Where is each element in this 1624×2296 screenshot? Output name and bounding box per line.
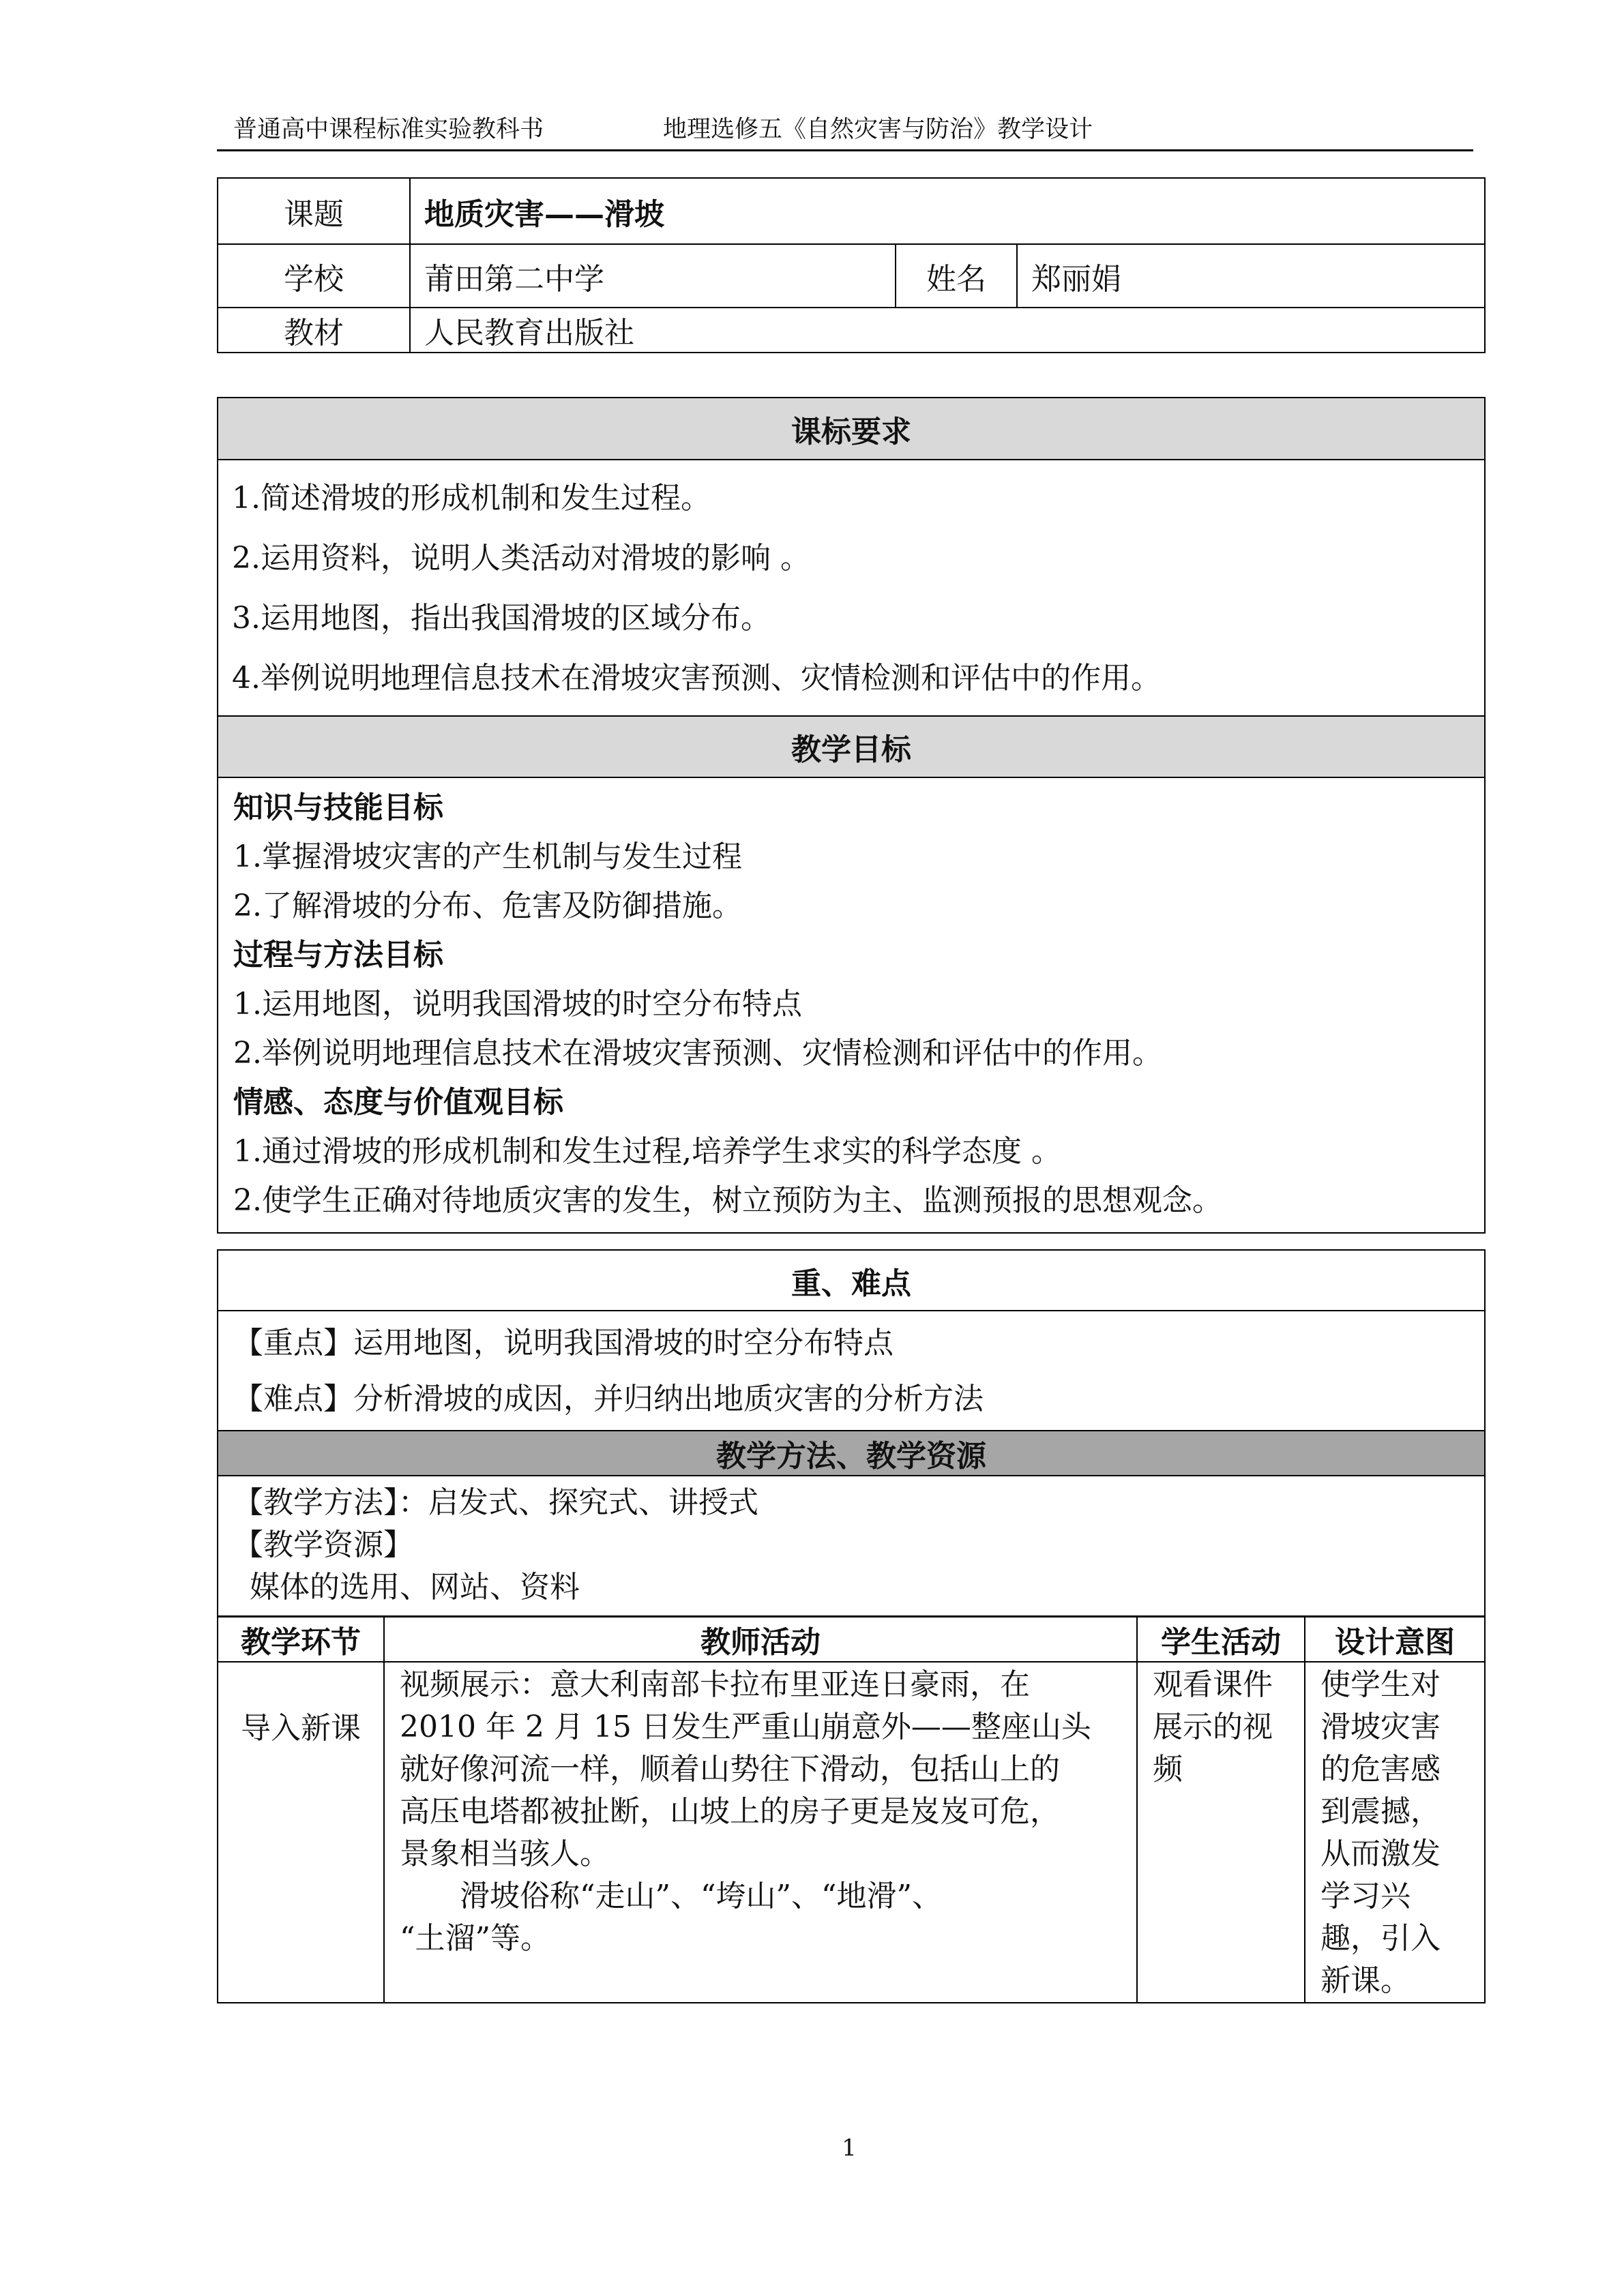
knowledge-title: 知识与技能目标 [233, 790, 443, 825]
knowledge-item: 1.掌握滑坡灾害的产生机制与发生过程 [233, 839, 742, 874]
standards-item: 3.运用地图，指出我国滑坡的区域分布。 [232, 601, 771, 636]
intent-line: 从而激发 [1320, 1836, 1441, 1871]
teacher-line: 滑坡俗称“走山”、“垮山”、“地滑”、 [460, 1879, 942, 1913]
standards-item: 4.举例说明地理信息技术在滑坡灾害预测、灾情检测和评估中的作用。 [232, 661, 1161, 696]
standards-objectives-table [217, 397, 1486, 1234]
design-intent-cell [1305, 1662, 1485, 2003]
topic-value: 地质灾害——滑坡 [410, 178, 1485, 244]
intent-line: 到震撼， [1320, 1794, 1441, 1829]
topic-label: 课题 [218, 178, 410, 244]
intent-line: 新课。 [1320, 1963, 1411, 1998]
resource-line: 媒体的选用、网站、资料 [250, 1570, 580, 1605]
intent-line: 趣，引入 [1320, 1921, 1441, 1956]
student-line: 展示的视 [1153, 1710, 1273, 1744]
teacher-line: 2010 年 2 月 15 日发生严重山崩意外——整座山头 [400, 1710, 1091, 1744]
process-title: 过程与方法目标 [233, 938, 443, 972]
emotion-item: 1.通过滑坡的形成机制和发生过程,培养学生求实的科学态度 。 [233, 1134, 1061, 1169]
table-row [218, 1662, 1485, 2003]
header-right: 地理选修五《自然灾害与防治》教学设计 [663, 116, 1093, 143]
name-label: 姓名 [896, 244, 1017, 308]
teacher-activity-cell [384, 1662, 1137, 2003]
teaching-table [217, 1249, 1486, 2003]
standards-item: 1.简述滑坡的形成机制和发生过程。 [232, 481, 711, 516]
objectives-body [218, 777, 1485, 1233]
emotion-item: 2.使学生正确对待地质灾害的发生，树立预防为主、监测预报的思想观念。 [233, 1183, 1222, 1218]
knowledge-item: 2.了解滑坡的分布、危害及防御措施。 [233, 889, 742, 923]
keypoints-title: 重、难点 [218, 1250, 1485, 1311]
student-line: 观看课件 [1153, 1667, 1273, 1702]
student-activity-cell [1137, 1662, 1305, 2003]
resource-title: 【教学资源】 [233, 1527, 413, 1562]
teacher-line: 视频展示：意大利南部卡拉布里亚连日豪雨，在 [400, 1667, 1030, 1702]
teacher-line: “土溜”等。 [400, 1921, 550, 1956]
col-header-stage: 教学环节 [218, 1617, 384, 1663]
col-header-teacher: 教师活动 [384, 1617, 1137, 1663]
intent-line: 的危害感 [1320, 1752, 1441, 1787]
col-header-student: 学生活动 [1137, 1617, 1305, 1663]
page-number: 1 [842, 2134, 857, 2162]
stage-cell: 导入新课 [218, 1662, 384, 2003]
school-value: 莆田第二中学 [410, 244, 896, 308]
methods-body [218, 1476, 1485, 1617]
standards-list [218, 460, 1485, 716]
intent-line: 滑坡灾害 [1320, 1710, 1441, 1744]
intent-line: 使学生对 [1320, 1667, 1441, 1702]
methods-title: 教学方法、教学资源 [218, 1431, 1485, 1476]
intent-line: 学习兴 [1320, 1879, 1411, 1913]
difficult-point: 【难点】分析滑坡的成因，并归纳出地质灾害的分析方法 [233, 1382, 984, 1416]
header-left: 普通高中课程标准实验教科书 [233, 116, 544, 143]
col-header-intent: 设计意图 [1305, 1617, 1485, 1663]
method-line: 【教学方法】：启发式、探究式、讲授式 [233, 1485, 758, 1520]
teacher-line: 就好像河流一样，顺着山势往下滑动，包括山上的 [400, 1752, 1060, 1787]
textbook-label: 教材 [218, 308, 410, 353]
standards-title: 课标要求 [218, 398, 1485, 460]
header-rule [217, 149, 1473, 151]
textbook-value: 人民教育出版社 [410, 308, 1485, 353]
objectives-title: 教学目标 [218, 716, 1485, 777]
student-line: 频 [1153, 1752, 1183, 1787]
info-table [217, 177, 1486, 353]
keypoints-body [218, 1311, 1485, 1431]
process-item: 2.举例说明地理信息技术在滑坡灾害预测、灾情检测和评估中的作用。 [233, 1036, 1162, 1071]
school-label: 学校 [218, 244, 410, 308]
name-value: 郑丽娟 [1017, 244, 1485, 308]
process-item: 1.运用地图，说明我国滑坡的时空分布特点 [233, 987, 802, 1022]
emotion-title: 情感、态度与价值观目标 [233, 1085, 563, 1120]
standards-item: 2.运用资料，说明人类活动对滑坡的影响 。 [232, 541, 810, 576]
key-point: 【重点】运用地图，说明我国滑坡的时空分布特点 [233, 1326, 894, 1360]
teacher-line: 高压电塔都被扯断，山坡上的房子更是岌岌可危， [400, 1794, 1060, 1829]
teacher-line: 景象相当骇人。 [400, 1836, 610, 1871]
